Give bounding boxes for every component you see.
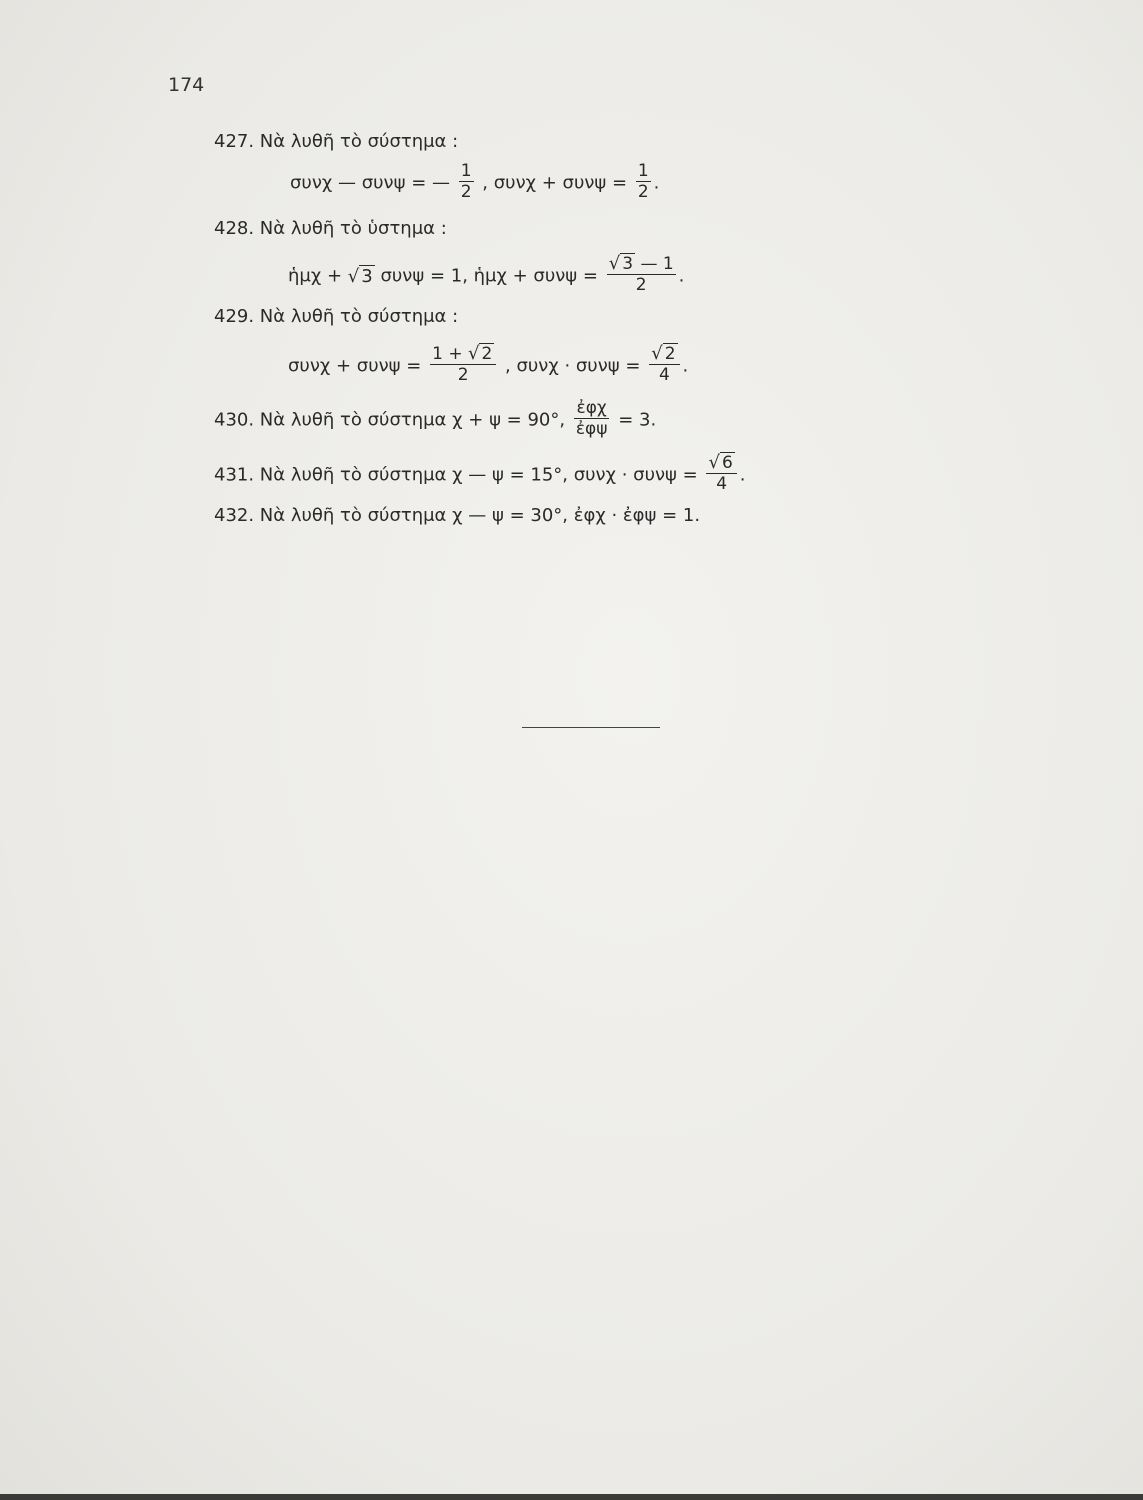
numerator — [430, 344, 496, 365]
radicand: 2 — [481, 344, 493, 364]
numerator-part: 1 + — [432, 344, 468, 364]
problem-432-label: 432. Νὰ λυθῆ τὸ σύστημα χ — ψ = 30°, ἐφχ · ἐφψ = 1. — [214, 505, 701, 526]
problem-428-label: 428. Νὰ λυθῆ τὸ ὑστημα : — [214, 218, 447, 239]
numerator — [607, 254, 676, 275]
numerator: 1 — [637, 161, 649, 181]
radicand: 3 — [361, 265, 373, 287]
section-divider — [522, 727, 660, 728]
problem-429-label: 429. Νὰ λυθῆ τὸ σύστημα : — [214, 306, 459, 327]
eq-end: . — [739, 464, 746, 486]
fraction — [430, 344, 496, 385]
radical-sign: √ — [708, 452, 720, 473]
problem-430-label: 430. Νὰ λυθῆ τὸ σύστημα χ + ψ = 90°, — [214, 409, 566, 431]
eq-part: συνχ + συνψ = — [288, 355, 422, 377]
numerator: ἐφχ — [574, 398, 610, 419]
radicand: 6 — [721, 453, 733, 473]
denominator: 2 — [457, 365, 469, 385]
eq-part: , συνχ + συνψ = — [482, 172, 628, 194]
square-root — [468, 344, 494, 364]
eq-end: . — [682, 355, 689, 377]
square-root — [609, 254, 635, 274]
eq-part: , συνχ · συνψ = — [505, 355, 641, 377]
fraction — [649, 344, 679, 385]
square-root — [348, 266, 375, 287]
radical-sign: √ — [347, 265, 360, 287]
fraction — [574, 398, 610, 439]
numerator — [649, 344, 679, 365]
denominator: ἐφψ — [575, 419, 608, 439]
radical-sign: √ — [467, 343, 480, 364]
denominator: 2 — [460, 182, 472, 202]
fraction — [607, 254, 676, 295]
scan-edge — [0, 1494, 1143, 1500]
eq-part: συνχ — συνψ = — — [290, 172, 450, 194]
eq-part: ἡμχ + — [288, 265, 348, 287]
numerator-rest: — 1 — [640, 254, 674, 274]
fraction — [459, 161, 474, 202]
square-root — [708, 453, 734, 473]
eq-end: = 3. — [618, 409, 657, 431]
problem-431 — [214, 452, 746, 496]
problem-430 — [214, 400, 656, 441]
eq-end: . — [653, 172, 660, 194]
denominator: 4 — [658, 365, 670, 385]
radicand: 2 — [664, 344, 676, 364]
numerator: 1 — [460, 161, 472, 181]
square-root — [651, 344, 677, 364]
radicand: 3 — [622, 254, 634, 274]
radical-sign: √ — [651, 343, 663, 364]
radical-sign: √ — [608, 253, 621, 274]
problem-427-label: 427. Νὰ λυθῆ τὸ σύστημα : — [214, 131, 459, 152]
eq-part: συνψ = 1, ἡμχ + συνψ = — [380, 265, 598, 287]
denominator: 4 — [716, 474, 728, 494]
denominator: 2 — [635, 275, 647, 295]
page-number: 174 — [168, 74, 205, 96]
problem-428-equation — [288, 253, 685, 297]
fraction — [706, 453, 736, 494]
problem-429-equation — [288, 343, 689, 387]
denominator: 2 — [637, 182, 649, 202]
numerator — [706, 453, 736, 474]
problem-431-label: 431. Νὰ λυθῆ τὸ σύστημα χ — ψ = 15°, συνχ · συνψ = — [214, 464, 698, 486]
eq-end: . — [678, 265, 685, 287]
fraction — [636, 161, 651, 202]
problem-427-equation — [290, 163, 659, 204]
